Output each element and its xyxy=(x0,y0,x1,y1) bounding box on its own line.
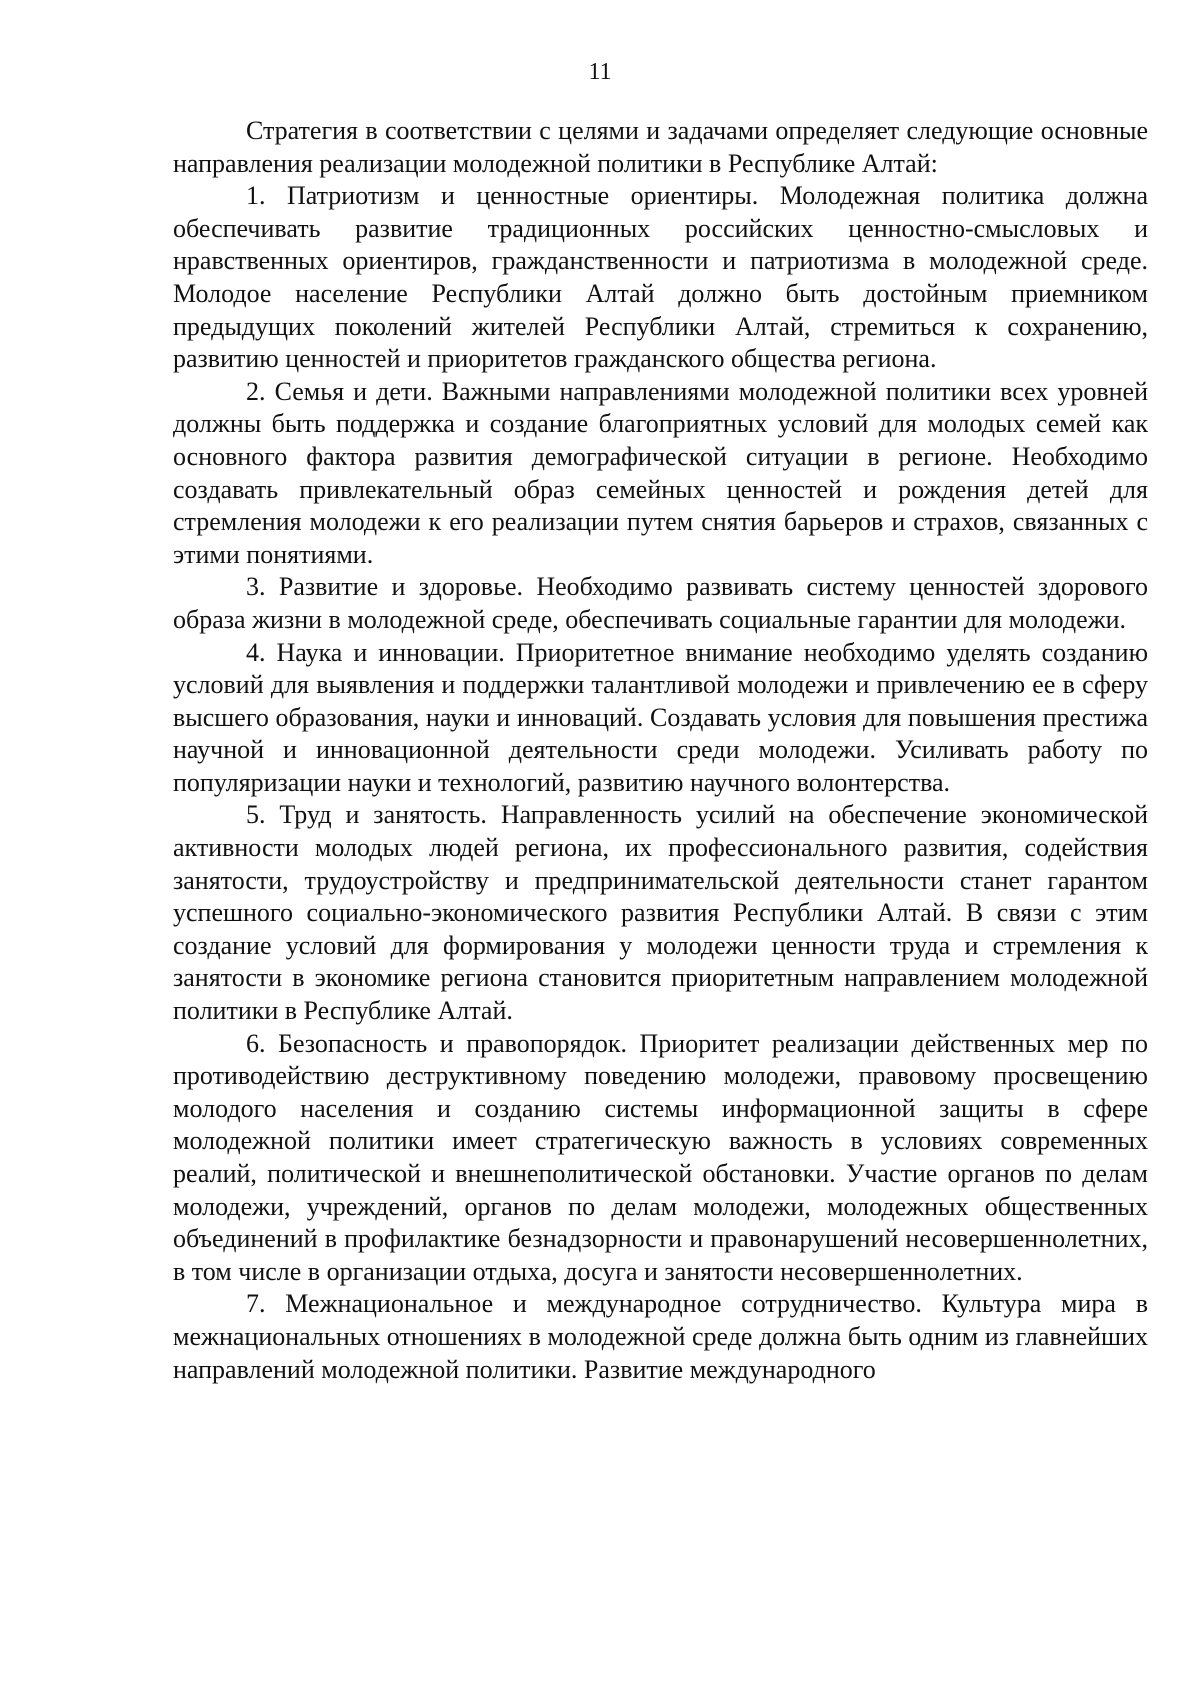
paragraph-health: 3. Развитие и здоровье. Необходимо развивать систему ценностей здорового образа жизни в молодежной среде, обеспечивать социальные гарантии для молодежи. xyxy=(173,572,1148,634)
page-number: 11 xyxy=(588,59,612,85)
paragraph-science: 4. Наука и инновации. Приоритетное внимание необходимо уделять созданию условий для выявления и поддержки талантливой молодежи и привлечению ее в сферу высшего образования, науки и инноваций. Создавать условия для повышения престижа научной и инновационной деятельности среди молодежи. Усиливать работу по популяризации науки и технологий, развитию научного волонтерства. xyxy=(173,637,1148,797)
paragraph-labor: 5. Труд и занятость. Направленность усилий на обеспечение экономической активности молодых людей региона, их профессионального развития, содействия занятости, трудоустройству и предпринимательской деятельности станет гарантом успешного социально-экономического развития Республики Алтай. В связи с этим создание условий для формирования у молодежи ценности труда и стремления к занятости в экономике региона становится приоритетным направлением молодежной политики в Республике Алтай. xyxy=(173,800,1148,1026)
paragraph-patriotism: 1. Патриотизм и ценностные ориентиры. Молодежная политика должна обеспечивать развитие традиционных российских ценностно-смысловых и нравственных ориентиров, гражданственности и патриотизма в молодежной среде. Молодое население Республики Алтай должно быть достойным приемником предыдущих поколений жителей Республики Алтай, стремиться к сохранению, развитию ценностей и приоритетов гражданского общества региона. xyxy=(173,181,1148,374)
paragraph-security: 6. Безопасность и правопорядок. Приоритет реализации действенных мер по противодействию деструктивному поведению молодежи, правовому просвещению молодого населения и созданию системы информационной защиты в сфере молодежной политики имеет стратегическую важность в условиях современных реалий, политической и внешнеполитической обстановки. Участие органов по делам молодежи, учреждений, органов по делам молодежи, молодежных общественных объединений в профилактике безнадзорности и правонарушений несовершеннолетних, в том числе в организации отдыха, досуга и занятости несовершеннолетних. xyxy=(173,1028,1148,1286)
paragraph-family: 2. Семья и дети. Важными направлениями молодежной политики всех уровней должны быть поддержка и создание благоприятных условий для молодых семей как основного фактора развития демографической ситуации в регионе. Необходимо создавать привлекательный образ семейных ценностей и рождения детей для стремления молодежи к его реализации путем снятия барьеров и страхов, связанных с этими понятиями. xyxy=(173,376,1148,569)
document-body xyxy=(173,115,1148,1386)
paragraph-cooperation: 7. Межнациональное и международное сотрудничество. Культура мира в межнациональных отношениях в молодежной среде должна быть одним из главнейших направлений молодежной политики. Развитие международного xyxy=(173,1289,1148,1384)
intro-paragraph: Стратегия в соответствии с целями и задачами определяет следующие основные направления реализации молодежной политики в Республике Алтай: xyxy=(173,116,1148,178)
